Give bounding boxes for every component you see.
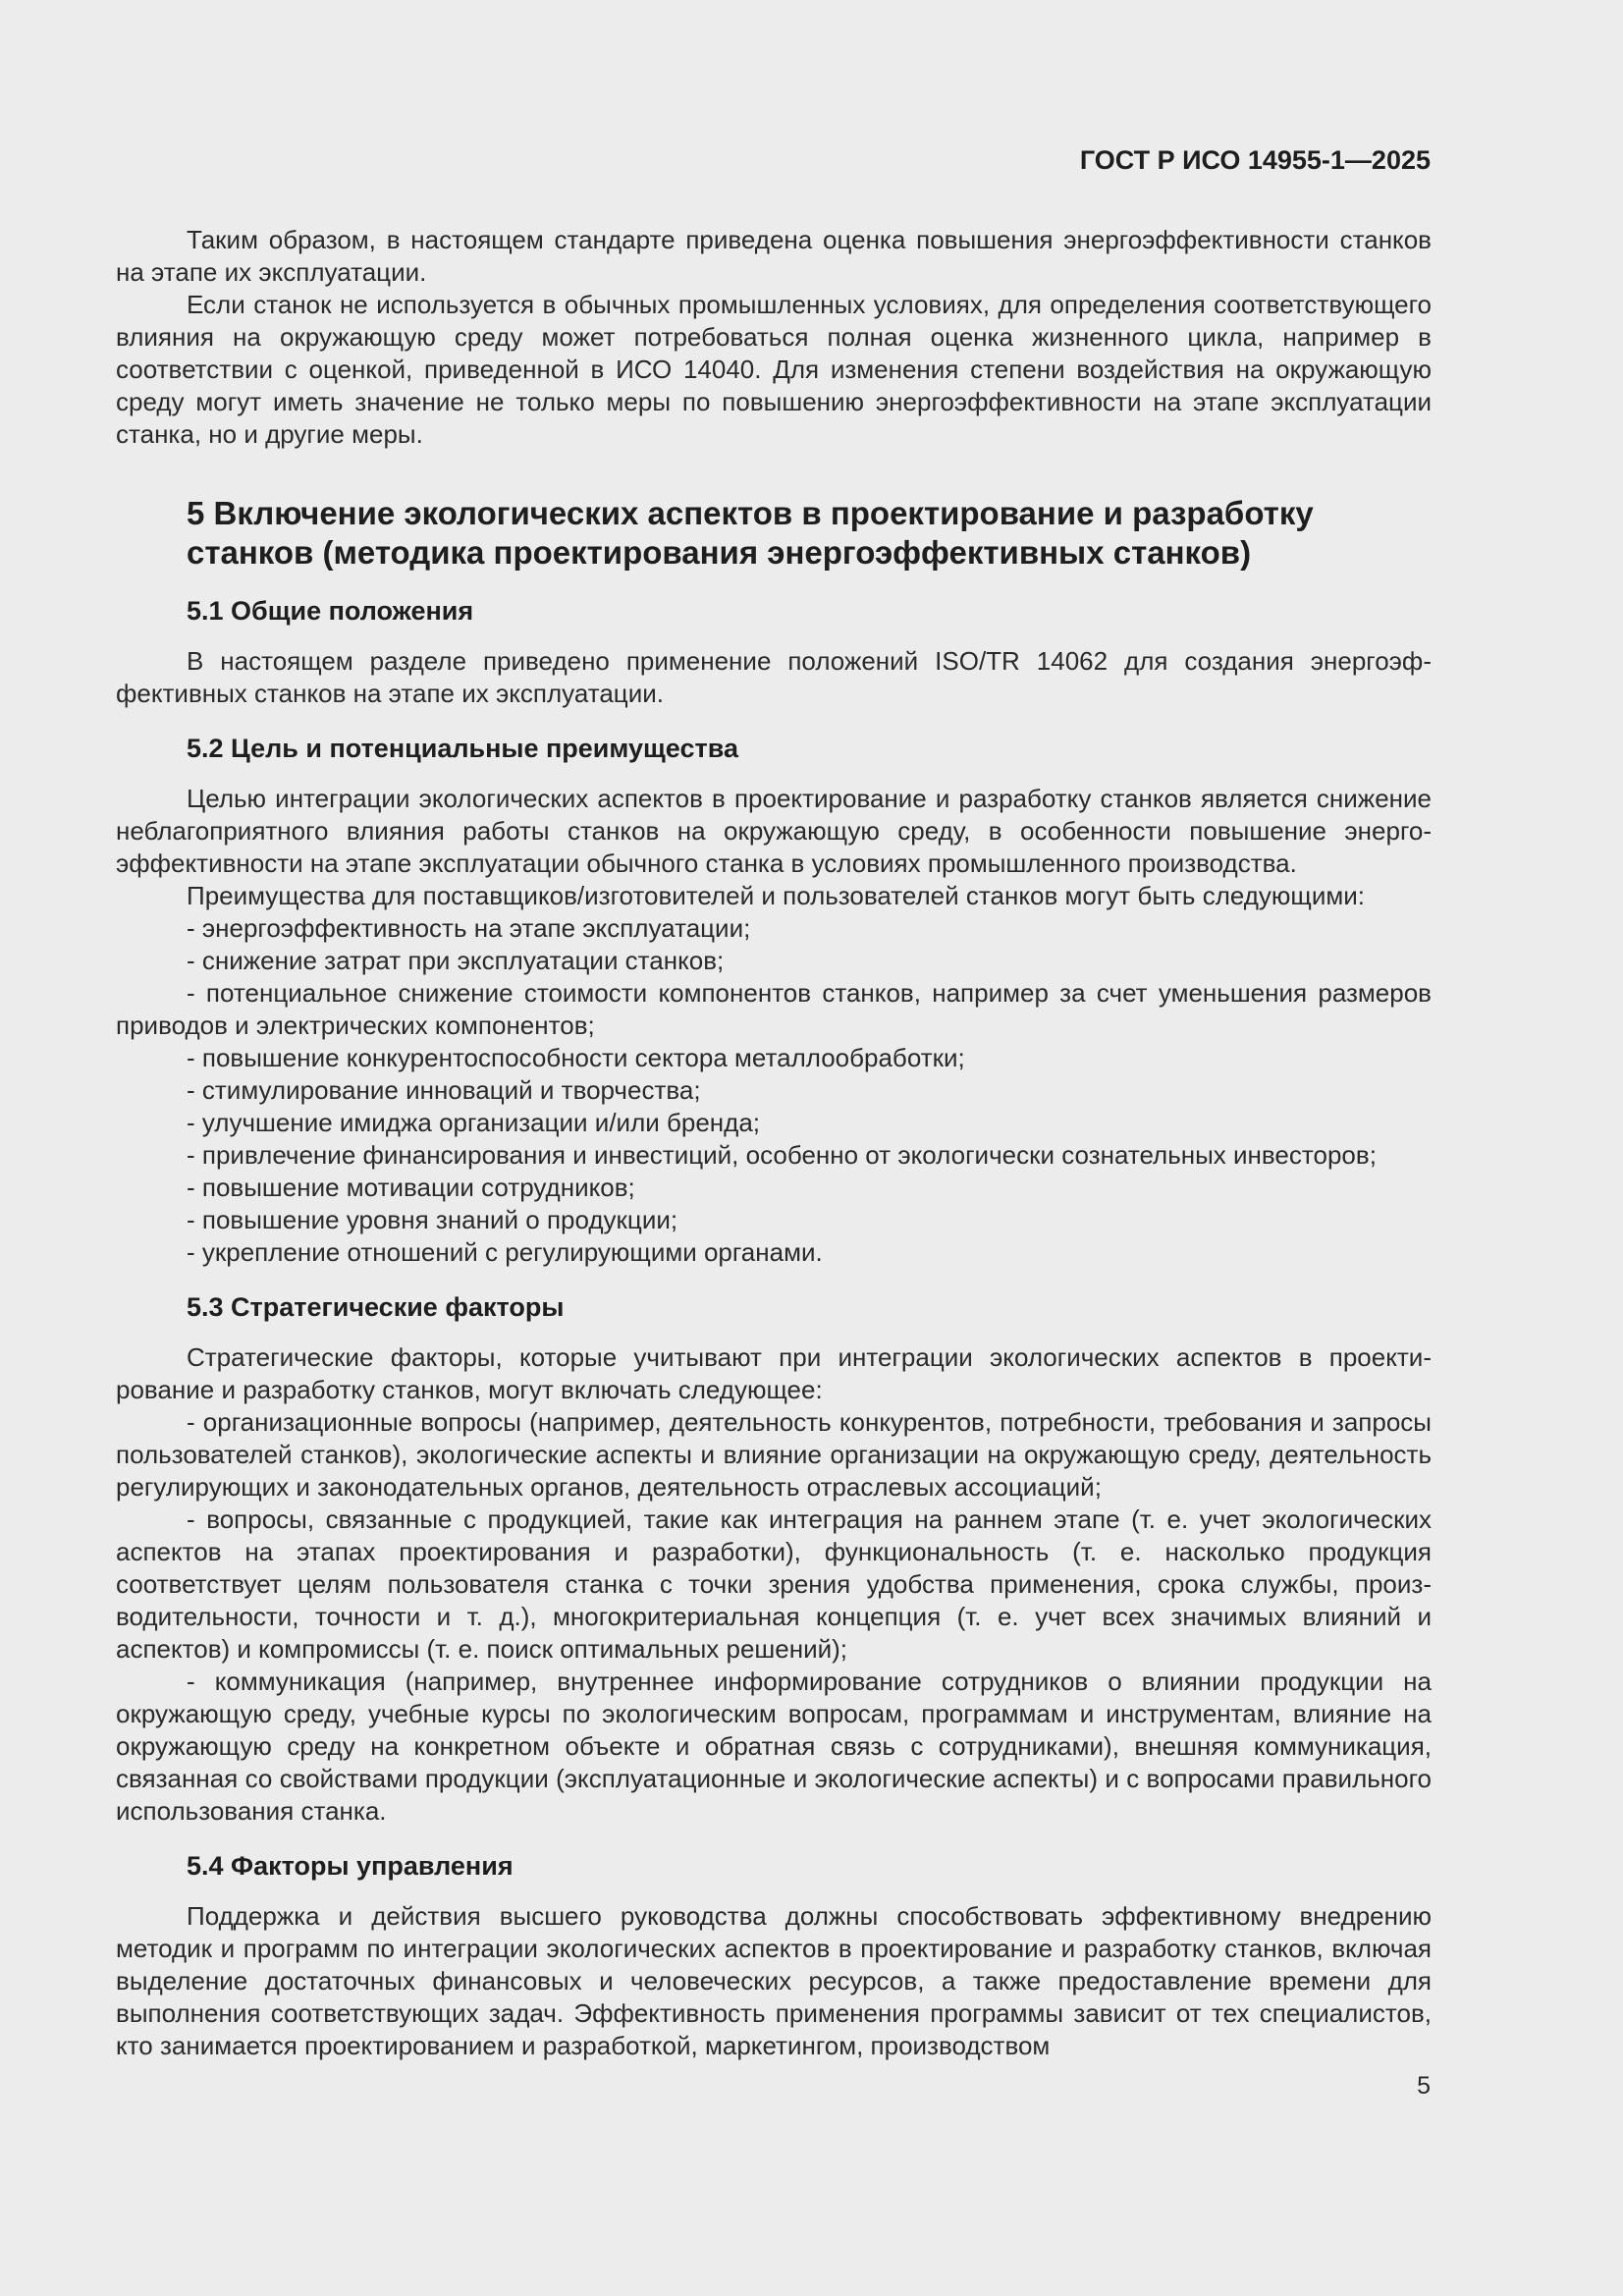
page-number: 5 — [1417, 2072, 1431, 2100]
list-item: - повышение конкурентоспособности сектора металлообработки; — [187, 1043, 965, 1072]
intro-paragraph-2: Если станок не используется в обычных промышленных условиях, для определения соответствующего влияния на окружающую среду может потребоваться полная оценка жизненного цикла, например в соответствии с оценкой, приведенной в ИСО 14040. Для изменения степени воздействия на окружающую среду могут иметь значение не только меры по повышению энергоэффективности на этапе эксплуатации станка, но и другие меры. — [116, 290, 1432, 449]
list-item: - вопросы, связанные с продукцией, такие как интеграция на раннем этапе (т. е. учет экологических аспектов на этапах проектирования и разработки), функциональность (т. е. насколько продукция соответствует целям пользователя станка с точки зрения удобства применения, срока службы, производительности, точности и т. д.), многокритериальная концепция (т. е. учет всех значимых влияний и аспектов) и компромиссы (т. е. поиск оптимальных решений); — [116, 1504, 1432, 1664]
section-5-4-paragraph: Поддержка и действия высшего руководства должны способствовать эффективному внедрению методик и программ по интеграции экологических аспектов в проектирование и разработку станков, включая выделение достаточных финансовых и человеческих ресурсов, а также предоставление времени для выполнения соответствующих задач. Эффективность применения программы зависит от тех специалистов, кто занимается проектированием и разработкой, маркетингом, производством — [116, 1901, 1432, 2060]
list-item: - коммуникация (например, внутреннее информирование сотрудников о влиянии продукции на окружающую среду, учебные курсы по экологическим вопросам, программам и инструментам, влияние на окружающую среду на конкретном объекте и обратная связь с сотрудниками), внешняя коммуникация, связанная со свойствами продукции (эксплуатационные и экологические аспекты) и с вопросами правильного использования станка. — [116, 1667, 1432, 1826]
section-5-3-paragraph: Стратегические факторы, которые учитывают при интеграции экологических аспектов в проектирование и разработку станков, могут включать следующее: — [116, 1342, 1432, 1404]
list-item: - организационные вопросы (например, деятельность конкурентов, потребности, требования и запросы пользователей станков), экологические аспекты и влияние организации на окружающую среду, деятельность регулирующих и законодательных органов, деятельность отраслевых ассоциаций; — [116, 1407, 1432, 1502]
document-body — [116, 224, 1432, 2062]
section-5-2-title: 5.2 Цель и потенциальные преимущества — [187, 734, 738, 763]
list-item: - повышение мотивации сотрудников; — [187, 1173, 635, 1202]
document-header: ГОСТ Р ИСО 14955-1—2025 — [1079, 145, 1431, 175]
section-5-2-paragraph-1: Целью интеграции экологических аспектов в проектирование и разработку станков является снижение неблагоприятного влияния работы станков на окружающую среду, в особенности повышение энергоэффективности на этапе эксплуатации обычного станка в условиях промышленного производства. — [116, 784, 1432, 878]
section-5-1-title: 5.1 Общие положения — [187, 596, 474, 626]
list-item: - энергоэффективность на этапе эксплуатации; — [187, 913, 751, 943]
intro-paragraph-1: Таким образом, в настоящем стандарте приведена оценка повышения энергоэффективности станков на этапе их эксплуатации. — [116, 225, 1432, 287]
section-5-1-paragraph: В настоящем разделе приведено применение положений ISO/TR 14062 для создания энергоэффективных станков на этапе их эксплуатации. — [116, 646, 1432, 708]
list-item: - стимулирование инноваций и творчества; — [187, 1075, 701, 1105]
section-5-3-title: 5.3 Стратегические факторы — [187, 1292, 565, 1322]
list-item: - привлечение финансирования и инвестиций, особенно от экологически сознательных инвесторов; — [187, 1140, 1377, 1170]
section-5-4-title: 5.4 Факторы управления — [187, 1851, 514, 1881]
list-item: - снижение затрат при эксплуатации станков; — [187, 946, 725, 975]
list-item: - потенциальное снижение стоимости компонентов станков, например за счет уменьшения размеров приводов и электрических компонентов; — [116, 978, 1432, 1040]
list-item: - повышение уровня знаний о продукции; — [187, 1205, 678, 1234]
list-item: - улучшение имиджа организации и/или бренда; — [187, 1108, 761, 1137]
section-5-title: 5 Включение экологических аспектов в проектирование и разработку станков (методика проектирования энергоэффективных станков) — [187, 495, 1314, 571]
section-5-2-paragraph-2: Преимущества для поставщиков/изготовителей и пользователей станков могут быть следующими: — [187, 881, 1365, 910]
list-item: - укрепление отношений с регулирующими органами. — [187, 1237, 823, 1267]
